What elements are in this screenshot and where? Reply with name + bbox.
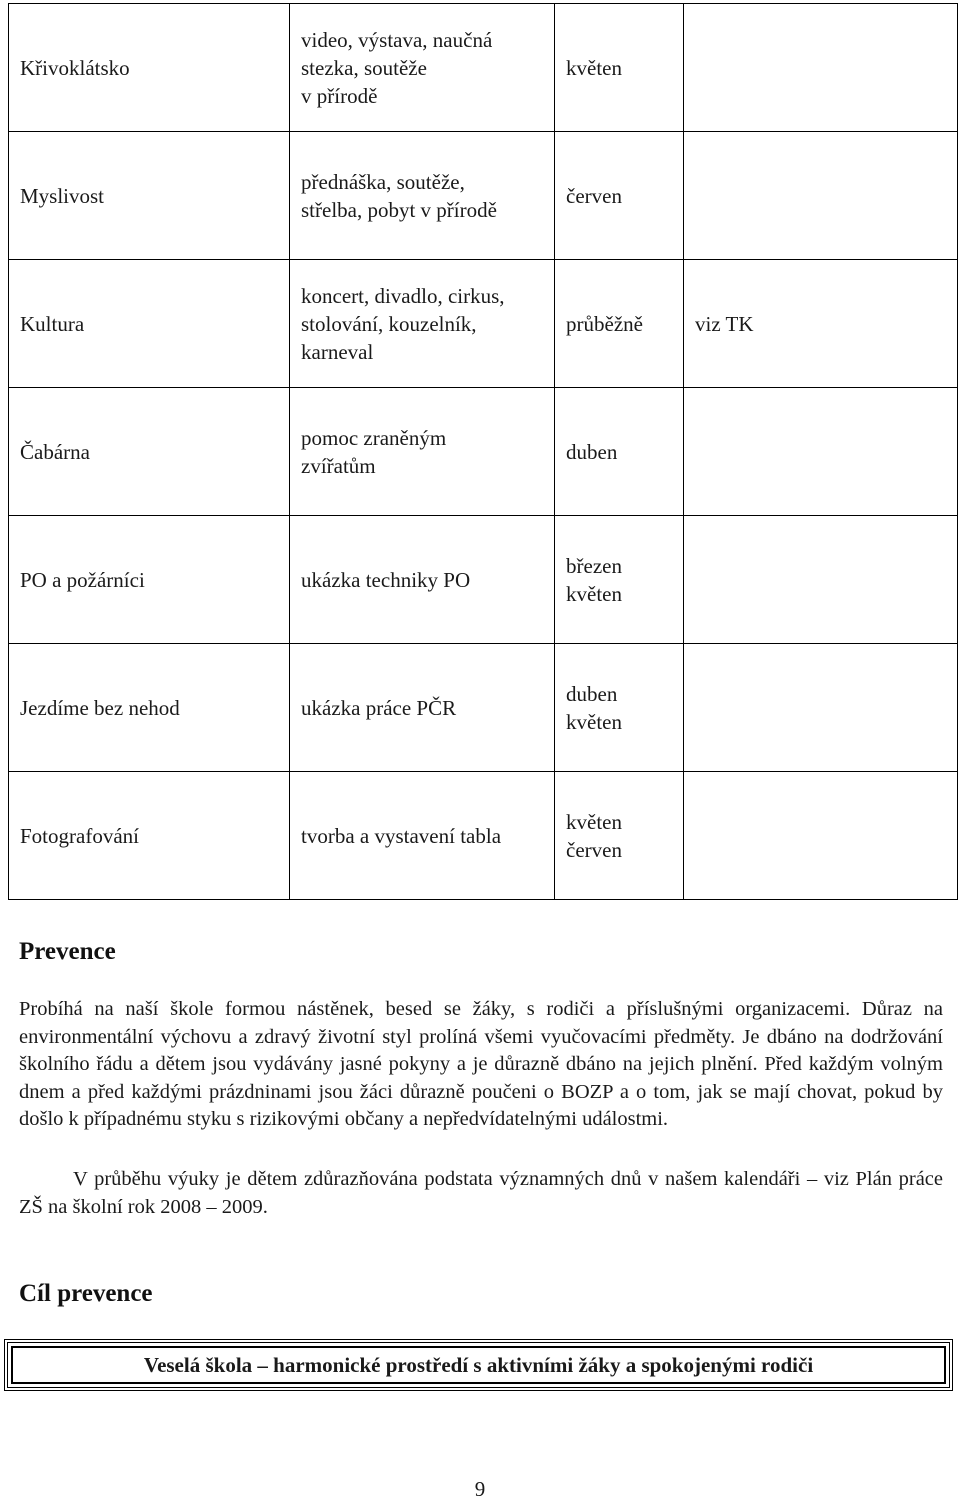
table-row bbox=[9, 132, 958, 260]
topic-cell: Fotografování bbox=[9, 772, 290, 900]
table-row bbox=[9, 4, 958, 132]
table-row bbox=[9, 644, 958, 772]
table-row bbox=[9, 260, 958, 388]
month-cell: březen květen bbox=[555, 516, 684, 644]
page-number: 9 bbox=[474, 1477, 486, 1501]
goal-box bbox=[4, 1339, 953, 1391]
table-row bbox=[9, 388, 958, 516]
activity-cell: ukázka práce PČR bbox=[290, 644, 555, 772]
note-cell bbox=[684, 772, 958, 900]
activity-cell: pomoc zraněným zvířatům bbox=[290, 388, 555, 516]
month-cell: duben květen bbox=[555, 644, 684, 772]
month-cell: květen červen bbox=[555, 772, 684, 900]
prevence-calendar-paragraph: V průběhu výuky je dětem zdůrazňována podstata významných dnů v našem kalendáři – viz Plán práce ZŠ na školní rok 2008 – 2009. bbox=[19, 1168, 943, 1218]
activity-cell: tvorba a vystavení tabla bbox=[290, 772, 555, 900]
activity-cell: ukázka techniky PO bbox=[290, 516, 555, 644]
note-cell: viz TK bbox=[684, 260, 958, 388]
table-row bbox=[9, 516, 958, 644]
activity-schedule-table bbox=[8, 3, 958, 900]
section-heading-cil-prevence: Cíl prevence bbox=[19, 1280, 153, 1307]
section-heading-prevence: Prevence bbox=[19, 938, 116, 965]
topic-cell: Křivoklátsko bbox=[9, 4, 290, 132]
activity-cell: koncert, divadlo, cirkus, stolování, kouzelník, karneval bbox=[290, 260, 555, 388]
note-cell bbox=[684, 644, 958, 772]
month-cell: květen bbox=[555, 4, 684, 132]
note-cell bbox=[684, 132, 958, 260]
note-cell bbox=[684, 4, 958, 132]
prevence-paragraph: Probíhá na naší škole formou nástěnek, besed se žáky, s rodiči a příslušnými organizacemi. Důraz na environmentální výchovu a zdravý životní styl prolíná všemi vyučovacími předměty. Je dbáno na dodržování školního řádu a dětem jsou vydávány jasné pokyny a je důrazně dbáno na jejich plnění. Před každým volným dnem a před každými prázdninami jsou žáci důrazně poučeni o BOZP a o tom, jak se mají chovat, pokud by došlo k případnému styku s rizikovými občany a nepředvídatelnými událostmi. bbox=[19, 998, 943, 1130]
note-cell bbox=[684, 388, 958, 516]
topic-cell: Myslivost bbox=[9, 132, 290, 260]
topic-cell: PO a požárníci bbox=[9, 516, 290, 644]
goal-statement: Veselá škola – harmonické prostředí s aktivními žáky a spokojenými rodiči bbox=[11, 1346, 946, 1384]
topic-cell: Čabárna bbox=[9, 388, 290, 516]
note-cell bbox=[684, 516, 958, 644]
month-cell: průběžně bbox=[555, 260, 684, 388]
month-cell: červen bbox=[555, 132, 684, 260]
topic-cell: Jezdíme bez nehod bbox=[9, 644, 290, 772]
table-row bbox=[9, 772, 958, 900]
topic-cell: Kultura bbox=[9, 260, 290, 388]
activity-cell: video, výstava, naučná stezka, soutěže v přírodě bbox=[290, 4, 555, 132]
activity-cell: přednáška, soutěže, střelba, pobyt v přírodě bbox=[290, 132, 555, 260]
month-cell: duben bbox=[555, 388, 684, 516]
